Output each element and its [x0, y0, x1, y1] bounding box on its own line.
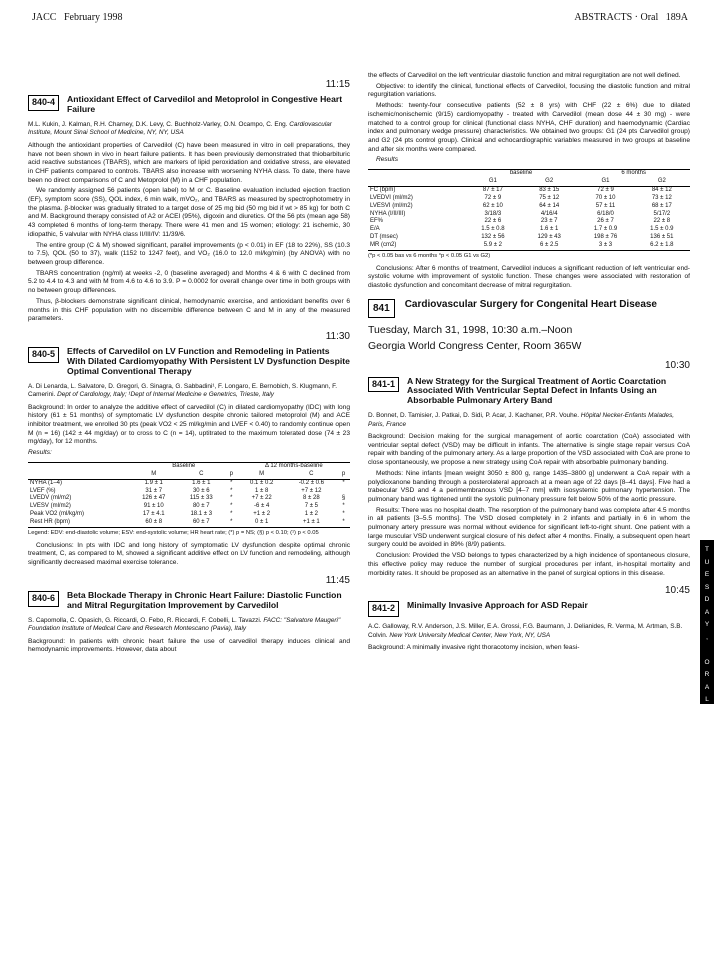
- table-column-header: M: [130, 471, 178, 479]
- session-location: Georgia World Congress Center, Room 365W: [368, 339, 582, 352]
- table-cell: Peak VO2 (ml/kg/m): [30, 511, 85, 518]
- table-cell: *: [342, 503, 345, 510]
- day-tab: [700, 540, 714, 704]
- results-label: Results:: [28, 449, 52, 457]
- day-tab-letter: ,: [706, 633, 708, 641]
- table-row: [28, 511, 350, 519]
- abstract-paragraph: Background: A minimally invasive right thoracotomy incision, when feasi-: [368, 644, 580, 652]
- journal-date: JACC February 1998: [32, 12, 123, 23]
- table-cell: [337, 488, 350, 496]
- table-row: [368, 211, 690, 219]
- results-table: [28, 462, 350, 528]
- table-cell: 1 ± 2: [304, 511, 318, 518]
- abstract-heading: [368, 601, 690, 617]
- table-column-header: p: [225, 471, 238, 479]
- table-cell: +7 ± 12: [301, 487, 322, 494]
- table-cell: 3/18/3: [484, 210, 502, 217]
- abstract-title: Effects of Carvedilol on LV Function and Remodeling in Patients With Dilated Cardiomyopathy With Persistent LV Dysfunction Despite Optimal Conventional Therapy: [67, 346, 350, 376]
- table-row: [368, 226, 690, 234]
- table-row: [28, 495, 350, 503]
- day-tab-letter: E: [704, 571, 710, 578]
- table-cell: 68 ± 17: [651, 202, 672, 209]
- table-group-header: Baseline: [130, 462, 238, 470]
- table-row: [368, 234, 690, 242]
- table-column-header: G2: [521, 178, 577, 186]
- table-row: [368, 218, 690, 226]
- table-cell: 0 ± 1: [238, 519, 286, 527]
- table-cell: LVEDVI (ml/m2): [370, 194, 413, 201]
- table-cell: 70 ± 10: [595, 194, 616, 201]
- table-cell: NYHA (1–4): [30, 479, 63, 486]
- table-row: [28, 488, 350, 496]
- day-tab-letter: R: [704, 671, 710, 678]
- day-tab-letter: L: [705, 696, 709, 703]
- table-cell: 72 ± 9: [484, 194, 502, 201]
- table-cell: 5/17/2: [653, 210, 671, 217]
- day-tab-letter: A: [704, 683, 710, 691]
- table-cell: 18.1 ± 3: [190, 511, 213, 518]
- table-group-header: Δ 12 months-baseline: [238, 462, 350, 470]
- table-cell: 6/18/0: [597, 210, 614, 217]
- table-cell: NYHA (I/II/III): [370, 210, 406, 217]
- table-cell: *: [337, 519, 350, 527]
- abstract-paragraph: Conclusions: After 6 months of treatment, Carvedilol induces a significant reduction of left ventricular end-systolic volume with improvement of systolic function. These changes were associated with restoration of diastolic dysfunction and concomitant decrease of mitral regurgitation.: [368, 264, 690, 290]
- table-cell: 1.6 ± 1: [192, 479, 211, 486]
- abstract-number: 840-5: [28, 347, 59, 363]
- table-cell: §: [341, 495, 346, 502]
- abstract-paragraph: Thus, β-blockers demonstrate significant clinical, hemodynamic exercise, and antioxidant benefits over 6 months in this CHF population with no discernible difference between C and M in any of the measured parameters.: [28, 297, 350, 323]
- abstract-paragraph: Methods: twenty-four consecutive patients (52 ± 8 yrs) with CHF (22 ± 6%) due to dilated ischemic/nonischemic (9/15) cardiomyopathy - treated with Carvedilol (mean dose 44 ± 30 mg) - were matched to a control group for clinical (functional class NYHA, CHF duration) and haemodynamic (Cardiac index and pulmonary wedge pressure) characteristics. We obtained two groups: G1 (24 pts Carvedilol group) and G2 (24 pts control group). Clinical and echocardiographic variables measured in two groups at baseline and after six months were compared.: [368, 102, 690, 153]
- table-cell: *: [342, 479, 345, 486]
- abstract-time: 11:45: [325, 574, 350, 586]
- abstract-title: Antioxidant Effect of Carvedilol and Metoprolol in Congestive Heart Failure: [67, 94, 343, 115]
- abstract-paragraph: Background: In order to analyze the additive effect of carvedilol (C) in dilated cardiomyopathy (IDC) with long history (61 ± 51 months) of symptomatic LV dysfunction despite chronic tailored metoprolol (M) and ACE inhibitor treatment, we enrolled 30 pts (peak VO2 < 25 ml/kg/min and LVEF < 0.40) to randomly continue open M (n = 16) (142 ± 44 mg/day) or to cross to C (n = 14), uptitrated to the maximum tolerated dose (74 ± 23 mg/day), for 12 months.: [28, 403, 350, 446]
- table-cell: 23 ± 7: [540, 218, 558, 225]
- abstract-paragraph: Background: In patients with chronic heart failure the use of carvedilol therapy induces clinical and hemodynamic improvements. However, data about: [28, 637, 350, 654]
- abstract-time: 10:45: [664, 585, 690, 597]
- table-cell: -6 ± 4: [254, 503, 270, 510]
- day-tab-letter: D: [704, 596, 710, 603]
- abstract-heading: [368, 377, 690, 407]
- abstract-paragraph: Methods: Nine infants [mean weight 3050 ± 800 g, range 1435–3800 g] underwent a CoA repair with a polydioxanone banding through a posterolateral approach at a mean age of 22 days [8–41 days]. Five had a trabecular VSD and 4 a perimembranous VSD [4–7 mm] with isosystemic pulmonary hypertension. The pulmonary band was tightened until the systolic pulmonary pressure felt below 50% of the aortic pressure.: [368, 469, 690, 503]
- abstract-heading: [28, 95, 350, 115]
- table-cell: 31 ± 7: [145, 487, 163, 494]
- table-cell: 30 ± 6: [192, 487, 210, 494]
- abstract-paragraph: Conclusion: Provided the VSD belongs to types characterized by a high incidence of spontaneous closure, this effective policy may reduce the number of surgical procedures per infant, in-hospital mortality and morbidity rates. It should be proposed as an alternative in the panel of surgical options in this disease.: [368, 552, 690, 577]
- table-column-header: p: [337, 471, 350, 479]
- table-cell: *: [230, 487, 233, 494]
- table-cell: LVESVI (ml/m2): [370, 202, 413, 209]
- table-legend: (*p < 0.05 bas vs 6 months °p < 0.05 G1 vs G2): [368, 253, 491, 260]
- table-cell: *: [230, 479, 233, 486]
- table-cell: Rest HR (bpm): [28, 519, 130, 527]
- left-column: [28, 72, 350, 657]
- table-cell: 1.5 ± 0.8: [481, 226, 505, 233]
- table-row: [368, 186, 690, 194]
- table-cell: LVEF (%): [30, 487, 56, 494]
- table-column-header: G2: [634, 178, 690, 186]
- abstract-authors: D. Bonnet, D. Tamisier, J. Patkai, D. Sidi, P. Acar, J. Kachaner, P.R. Vouhe. Hôpital Necker-Enfants Malades, Paris, France: [368, 412, 675, 428]
- abstract-paragraph: TBARS concentration (ng/ml) at weeks -2, 0 (baseline averaged) and Months 4 & 6 with C declined from 5.2 to 4.4 to 4.3 and with M from 4.6 to 4.6 to 3.9. P = 0.0002 for overall change over time in both groups with no between group differences.: [28, 269, 350, 295]
- session-number: 841: [368, 299, 395, 318]
- abstract-paragraph: Objective: to identify the clinical, functional effects of Carvedilol, focusing the diastolic function and mitral regurgitation variations.: [368, 82, 690, 99]
- abstract-paragraph: Results: There was no hospital death. The resorption of the pulmonary band was complete after 4.5 months in all patients [3–5.5 months]. The VSD closed completely in 2 infants and partially in 6 in whom the pulmonary artery pressure was normal without evidence for significant left-to-right shunt. One patient with a large muscular VSD underwent surgical closure of his defect after 4 months. Finally, a subsequent open heart surgery could be avoided in 89% (8/9) patients.: [368, 506, 690, 549]
- table-cell: FC (bpm): [370, 186, 396, 193]
- abstract-paragraph: The entire group (C & M) showed significant, parallel improvements (p < 0.01) in EF (18 to 22%), SS (10.3 to 7.5), QOL (50 to 37), walk (1152 to 1247 feet), and VO₂ (16.0 to 12.0 ml/kg/min) (by ANOVA) with no between group difference.: [28, 241, 350, 266]
- table-cell: 64 ± 14: [539, 202, 560, 209]
- table-cell: 136 ± 51: [650, 234, 674, 241]
- table-cell: 62 ± 10: [482, 202, 503, 209]
- table-cell: 17 ± 4.1: [142, 511, 165, 518]
- table-cell: 1.6 ± 1: [540, 226, 559, 233]
- table-row: [368, 242, 690, 250]
- table-cell: 1.9 ± 1: [144, 479, 163, 486]
- session-title: Cardiovascular Surgery for Congenital Heart Disease: [404, 298, 657, 310]
- table-legend: Legend: EDV: end-diastolic volume; ESV: end-systolic volume; HR heart rate; (*) p = NS; (§) p < 0.10; (¹) p < 0.05: [28, 530, 319, 537]
- abstract-title: Minimally Invasive Approach for ASD Repair: [407, 600, 588, 611]
- table-cell: 115 ± 33: [189, 495, 213, 502]
- table-cell: EF%: [370, 218, 384, 225]
- table-cell: 87 ± 17: [482, 186, 503, 193]
- table-cell: 60 ± 7: [178, 519, 225, 527]
- table-cell: 129 ± 43: [537, 234, 561, 241]
- table-column-header: G1: [577, 178, 633, 186]
- table-cell: 80 ± 7: [192, 503, 210, 510]
- table-row: [368, 203, 690, 211]
- table-cell: DT (msec): [370, 234, 398, 241]
- table-cell: 57 ± 11: [595, 202, 616, 209]
- table-body: [368, 186, 690, 250]
- results-label: Results: [376, 156, 398, 164]
- table-cell: 8 ± 28: [303, 495, 320, 502]
- day-tab-letter: S: [704, 583, 710, 591]
- table-cell: *: [230, 503, 233, 510]
- table-cell: 1.7 ± 0.9: [593, 226, 618, 233]
- table-column-header: G1: [465, 178, 521, 186]
- table-cell: 6.2 ± 1.8: [634, 242, 690, 250]
- day-tab-letter: T: [705, 546, 709, 553]
- abstract-authors: A. Di Lenarda, L. Salvatore, D. Gregori, G. Sinagra, G. Sabbadini¹, F. Longaro, E. Bernobich, S. Klugmann, F. Camerini. Dept of Cardiology, Italy; ¹Dept of Internal Medicine e Genetrics, Trieste, Italy: [28, 382, 338, 399]
- abstract-number: 840-6: [28, 591, 59, 607]
- table-body: [28, 479, 350, 527]
- abstract-paragraph: Although the antioxidant properties of Carvedilol (C) have been measured in vitro in cell preparations, they have not been shown in vivo in heart failure patients. It has been previously demonstrated that thiobarbituric acid reactive substances (TBARS), which are markers of lipid peroxidation and oxidative stress, are elevated in CHF patients compared to controls. TBARS also increase with worsening NYHA class. To date, there have been no direct comparisons of C and Metoprolol (M) in a CHF population.: [28, 141, 350, 184]
- table-cell: LVEDV (ml/m2): [30, 495, 72, 502]
- table-cell: MR (cm2): [368, 242, 465, 250]
- abstract-title: Beta Blockade Therapy in Chronic Heart Failure: Diastolic Function and Mitral Regurgitation Improvement by Carvedilol: [67, 590, 342, 610]
- table-cell: -0.2 ± 0.6: [298, 479, 324, 486]
- table-row: [28, 519, 350, 527]
- abstract-time: 10:30: [664, 360, 690, 372]
- table-cell: 7 ± 5: [304, 503, 318, 510]
- table-cell: 91 ± 10: [143, 503, 164, 510]
- table-cell: 1 ± 8: [255, 487, 269, 494]
- abstract-authors: S. Capomolla, C. Opasich, G. Riccardi, O. Febo, R. Riccardi, F. Cobelli, L. Tavazzi. FACC: "Salvatore Maugeri" Foundation Institute of Medical Care and Research Montescano (Pavia), Italy: [28, 616, 341, 633]
- day-tab-letter: A: [704, 608, 710, 616]
- table-row: [28, 479, 350, 487]
- abstract-number: 841-1: [368, 377, 399, 393]
- abstract-title: A New Strategy for the Surgical Treatment of Aortic Coarctation Associated With Ventricular Septal Defect in Infants Using an Absorbable Pulmonary Artery Band: [407, 375, 667, 406]
- abstract-authors: M.L. Kukin, J. Kalman, R.H. Charney, D.K. Levy, C. Buchholz-Varley, O.N. Ocampo, C. Eng. Cardiovascular Institute, Mount Sinai School of Medicine, NY, NY, USA: [28, 120, 332, 137]
- day-tab-letter: U: [704, 558, 710, 566]
- day-tab-letter: Y: [704, 621, 710, 628]
- table-cell: 126 ± 47: [142, 495, 166, 502]
- table-cell: 84 ± 12: [651, 186, 672, 193]
- abstract-time: 11:30: [325, 330, 350, 342]
- table-cell: 72 ± 9: [597, 186, 614, 193]
- abstract-number: 840-4: [28, 95, 59, 111]
- table-column-header: M: [238, 471, 286, 479]
- table-cell: *: [225, 519, 238, 527]
- day-tab-letter: O: [704, 658, 710, 666]
- table-cell: 60 ± 8: [130, 519, 178, 527]
- abstract-authors: A.C. Galloway, R.V. Anderson, J.S. Miller, E.A. Grossi, F.G. Baumann, J. Delianides, R. Verma, M. Artman, S.B. Colvin. New York University Medical Center, New York, NY, USA: [368, 623, 683, 639]
- abstract-heading: [28, 347, 350, 377]
- abstract-paragraph: the effects of Carvedilol on the left ventricular diastolic function and mitral regurgitation are not well defined.: [368, 72, 681, 79]
- table-row: [368, 195, 690, 203]
- table-cell: +1 ± 2: [253, 511, 271, 518]
- table-row: [28, 503, 350, 511]
- table-cell: +1 ± 1: [286, 519, 337, 527]
- table-cell: 6 ± 2.5: [521, 242, 577, 250]
- abstract-heading: [28, 591, 350, 611]
- table-cell: 132 ± 56: [481, 234, 505, 241]
- table-cell: 26 ± 7: [597, 218, 614, 225]
- abstract-time: 11:15: [325, 79, 350, 90]
- table-group-header: 6 months: [577, 170, 690, 178]
- table-cell: 3 ± 3: [577, 242, 633, 250]
- table-cell: 198 ± 76: [593, 234, 618, 241]
- table-cell: 83 ± 15: [539, 186, 560, 193]
- table-cell: *: [230, 511, 233, 518]
- right-column: [368, 72, 690, 655]
- abstract-paragraph: Background: Decision making for the surgical management of aortic coarctation (CoA) associated with ventricular septal defect (VSD) may be difficult in infants. The alternative is single stage repair versus CoA repair with banding of the pulmonary artery. As a large proportion of the VSD associated with CoA are prone to close spontaneously, we propose a new strategy using CoA repair with absorbable pulmonary banding.: [368, 433, 690, 467]
- table-cell: 1.5 ± 0.9: [650, 226, 674, 233]
- results-table: [368, 169, 690, 251]
- table-cell: 5.9 ± 2: [465, 242, 521, 250]
- table-cell: *: [342, 511, 345, 518]
- table-cell: +7 ± 22: [251, 495, 272, 502]
- table-cell: 22 ± 8: [653, 218, 671, 225]
- session-datetime: Tuesday, March 31, 1998, 10:30 a.m.–Noon: [368, 324, 573, 337]
- table-cell: 0.1 ± 0.2: [250, 479, 274, 486]
- table-cell: *: [230, 495, 233, 502]
- table-column-header: C: [178, 471, 225, 479]
- table-cell: 4/16/4: [540, 210, 558, 217]
- abstract-paragraph: We randomly assigned 56 patients (open label) to M or C. Baseline evaluation included ejection fraction (EF), symptom score (SS), QOL index, 6 min walk, mVO₂, and TBARS as measured by spectrophotometry in the plasma. β-blocker was gradually titrated to a target dose of 25 mg bid (50 mg bid if wt > 85 kg) for both C and M. Background therapy consisted of A2 or ACEI (95%), digoxin and diuretics. Of the 56 pts (mean age 58) 43 completed 6 months of long-term therapy. There were 41 men and 15 women; etiology: 21 ischemic, 30 idiopathic, 5 valvular with NYHA class II/III/IV: 11/39/6.: [28, 187, 350, 238]
- table-group-header: baseline: [465, 170, 578, 178]
- section-page: ABSTRACTS · Oral 189A: [574, 12, 688, 23]
- table-cell: E/A: [370, 226, 380, 233]
- table-cell: LVESV (ml/m2): [30, 503, 71, 510]
- table-cell: 73 ± 12: [651, 194, 672, 201]
- abstract-paragraph: Conclusions: In pts with IDC and long history of symptomatic LV dysfunction despite optimal chronic treatment, C, as compared to M, showed a significant additive effect on LV function and remodeling, although significantly decreased maximal exercise tolerance.: [28, 541, 350, 567]
- day-tab-letter: [700, 644, 714, 657]
- table-cell: 75 ± 12: [539, 194, 560, 201]
- table-cell: 22 ± 6: [484, 218, 502, 225]
- abstract-number: 841-2: [368, 601, 399, 617]
- table-column-header: C: [286, 471, 337, 479]
- session-heading: [368, 299, 690, 318]
